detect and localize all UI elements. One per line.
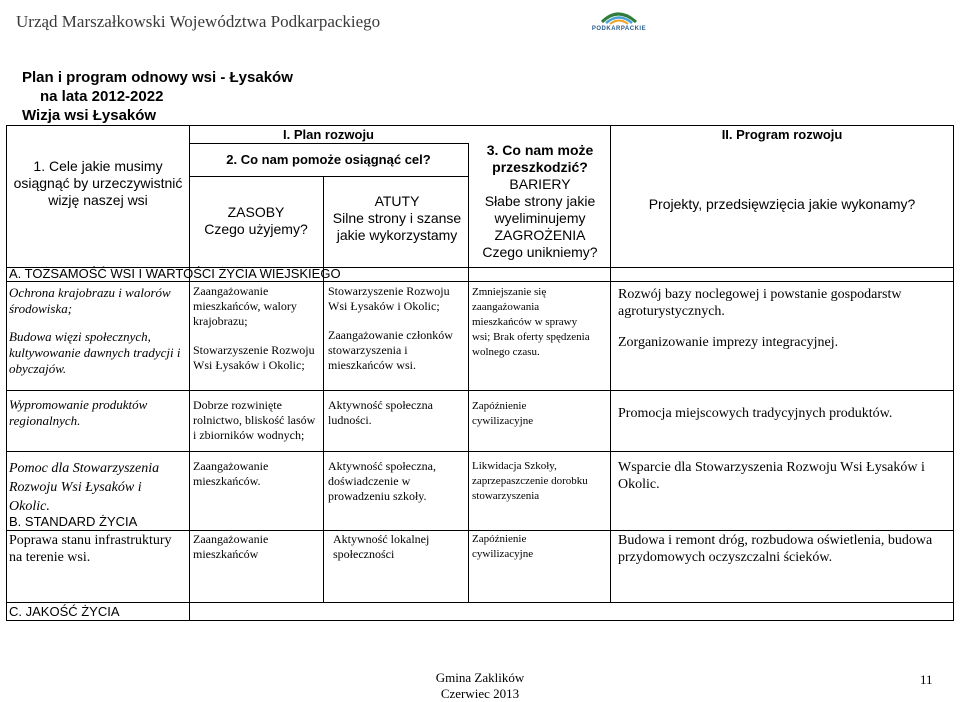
obstacles-header bbox=[470, 142, 610, 261]
page-header-title: Urząd Marszałkowski Województwa Podkarpackiego bbox=[16, 12, 381, 31]
row2-goal: Wypromowanie produktów regionalnych. bbox=[9, 397, 148, 428]
logo-mark-icon bbox=[588, 4, 650, 26]
row1-program bbox=[618, 286, 948, 351]
row3-atuty: Aktywność społeczna, doświadczenie w prowadzeniu szkoły. bbox=[328, 459, 436, 503]
row1-program-2: Zorganizowanie imprezy integracyjnej. bbox=[618, 335, 839, 350]
row3-bariery: Likwidacja Szkoły, zaprzepaszczenie dorobku stowarzyszenia bbox=[472, 460, 588, 502]
podkarpackie-logo bbox=[588, 4, 650, 38]
row1-atuty-1: Stowarzyszenie Rozwoju Wsi Łysaków i Okolic; bbox=[328, 284, 450, 313]
zagrozenia-question: Czego unikniemy? bbox=[482, 244, 598, 260]
program-section-header: II. Program rozwoju bbox=[721, 127, 843, 142]
row2-zasoby: Dobrze rozwinięte rolnictwo, bliskość lasów i zbiorników wodnych; bbox=[193, 398, 316, 442]
row3-program: Wsparcie dla Stowarzyszenia Rozwoju Wsi Łysaków i Okolic. bbox=[618, 460, 925, 492]
zasoby-label: ZASOBY bbox=[227, 204, 285, 220]
footer-date: Czerwiec 2013 bbox=[440, 686, 520, 701]
row4-atuty: Aktywność lokalnej społeczności bbox=[333, 532, 430, 561]
program-question: Projekty, przedsięwzięcia jakie wykonamy? bbox=[648, 196, 916, 212]
page-number: 11 bbox=[920, 672, 933, 687]
plan-section-header: I. Plan rozwoju bbox=[282, 127, 374, 142]
row1-goal bbox=[9, 285, 187, 377]
row1-atuty-2: Zaangażowanie członków stowarzyszenia i mieszkańców wsi. bbox=[328, 328, 453, 372]
page-footer bbox=[0, 670, 960, 702]
plan-subtitle: Wizja wsi Łysaków bbox=[22, 107, 157, 124]
atuty-description: Silne strony i szanse jakie wykorzystamy bbox=[332, 210, 462, 243]
section-c-label: C. JAKOŚĆ ŻYCIA bbox=[9, 604, 120, 619]
row1-atuty bbox=[328, 284, 466, 373]
atuty-label: ATUTY bbox=[374, 193, 420, 209]
zasoby-header bbox=[189, 204, 323, 238]
row4-zasoby: Zaangażowanie mieszkańców bbox=[193, 532, 269, 561]
atuty-header bbox=[327, 193, 467, 244]
obstacles-question: 3. Co nam może przeszkodzić? bbox=[486, 142, 594, 175]
row1-program-1: Rozwój bazy noclegowej i powstanie gospodarstw agroturystycznych. bbox=[618, 287, 902, 319]
row1-goal-1: Ochrona krajobrazu i walorów środowiska; bbox=[9, 285, 171, 316]
row3-zasoby: Zaangażowanie mieszkańców. bbox=[193, 459, 269, 488]
section-b-label: B. STANDARD ŻYCIA bbox=[9, 514, 138, 529]
logo-text: PODKARPACKIE bbox=[591, 26, 647, 32]
row1-zasoby bbox=[193, 284, 321, 373]
bariery-description: Słabe strony jakie wyeliminujemy bbox=[484, 193, 596, 226]
row3-goal: Pomoc dla Stowarzyszenia Rozwoju Wsi Łysaków i Okolic. bbox=[9, 461, 160, 514]
row4-bariery: Zapóźnienie cywilizacyjne bbox=[472, 533, 534, 560]
row1-zasoby-1: Zaangażowanie mieszkańców, walory krajobrazu; bbox=[193, 284, 297, 328]
bariery-label: BARIERY bbox=[509, 176, 571, 192]
section-a-label: A. TOŻSAMOŚĆ WSI I WARTOŚCI ŻYCIA WIEJSKIEGO bbox=[9, 266, 341, 281]
footer-author: Gmina Zaklików bbox=[435, 670, 525, 685]
plan-title-years: na lata 2012-2022 bbox=[40, 88, 164, 105]
row2-program: Promocja miejscowych tradycyjnych produktów. bbox=[618, 406, 893, 421]
row1-zasoby-2: Stowarzyszenie Rozwoju Wsi Łysaków i Okolic; bbox=[193, 343, 315, 372]
plan-title-main: Plan i program odnowy wsi - Łysaków bbox=[22, 69, 293, 86]
row2-atuty: Aktywność społeczna ludności. bbox=[328, 398, 433, 427]
row1-bariery: Zmniejszanie się zaangażowania mieszkańców w sprawy wsi; Brak oferty spędzenia wolnego czasu. bbox=[472, 286, 590, 358]
row4-program: Budowa i remont dróg, rozbudowa oświetlenia, budowa przydomowych oczyszczalni ścieków. bbox=[618, 533, 933, 565]
row2-bariery: Zapóźnienie cywilizacyjne bbox=[472, 400, 534, 427]
goals-column-header: 1. Cele jakie musimy osiągnąć by urzeczywistnić wizję naszej wsi bbox=[13, 158, 183, 208]
row4-goal: Poprawa stanu infrastruktury na terenie wsi. bbox=[9, 533, 172, 565]
zasoby-question: Czego użyjemy? bbox=[204, 221, 308, 237]
plan-title bbox=[22, 68, 293, 125]
row1-goal-2: Budowa więzi społecznych, kultywowanie dawnych tradycji i obyczajów. bbox=[9, 329, 181, 376]
help-subheader: 2. Co nam pomoże osiągnąć cel? bbox=[226, 152, 431, 167]
zagrozenia-label: ZAGROŻENIA bbox=[494, 227, 586, 243]
